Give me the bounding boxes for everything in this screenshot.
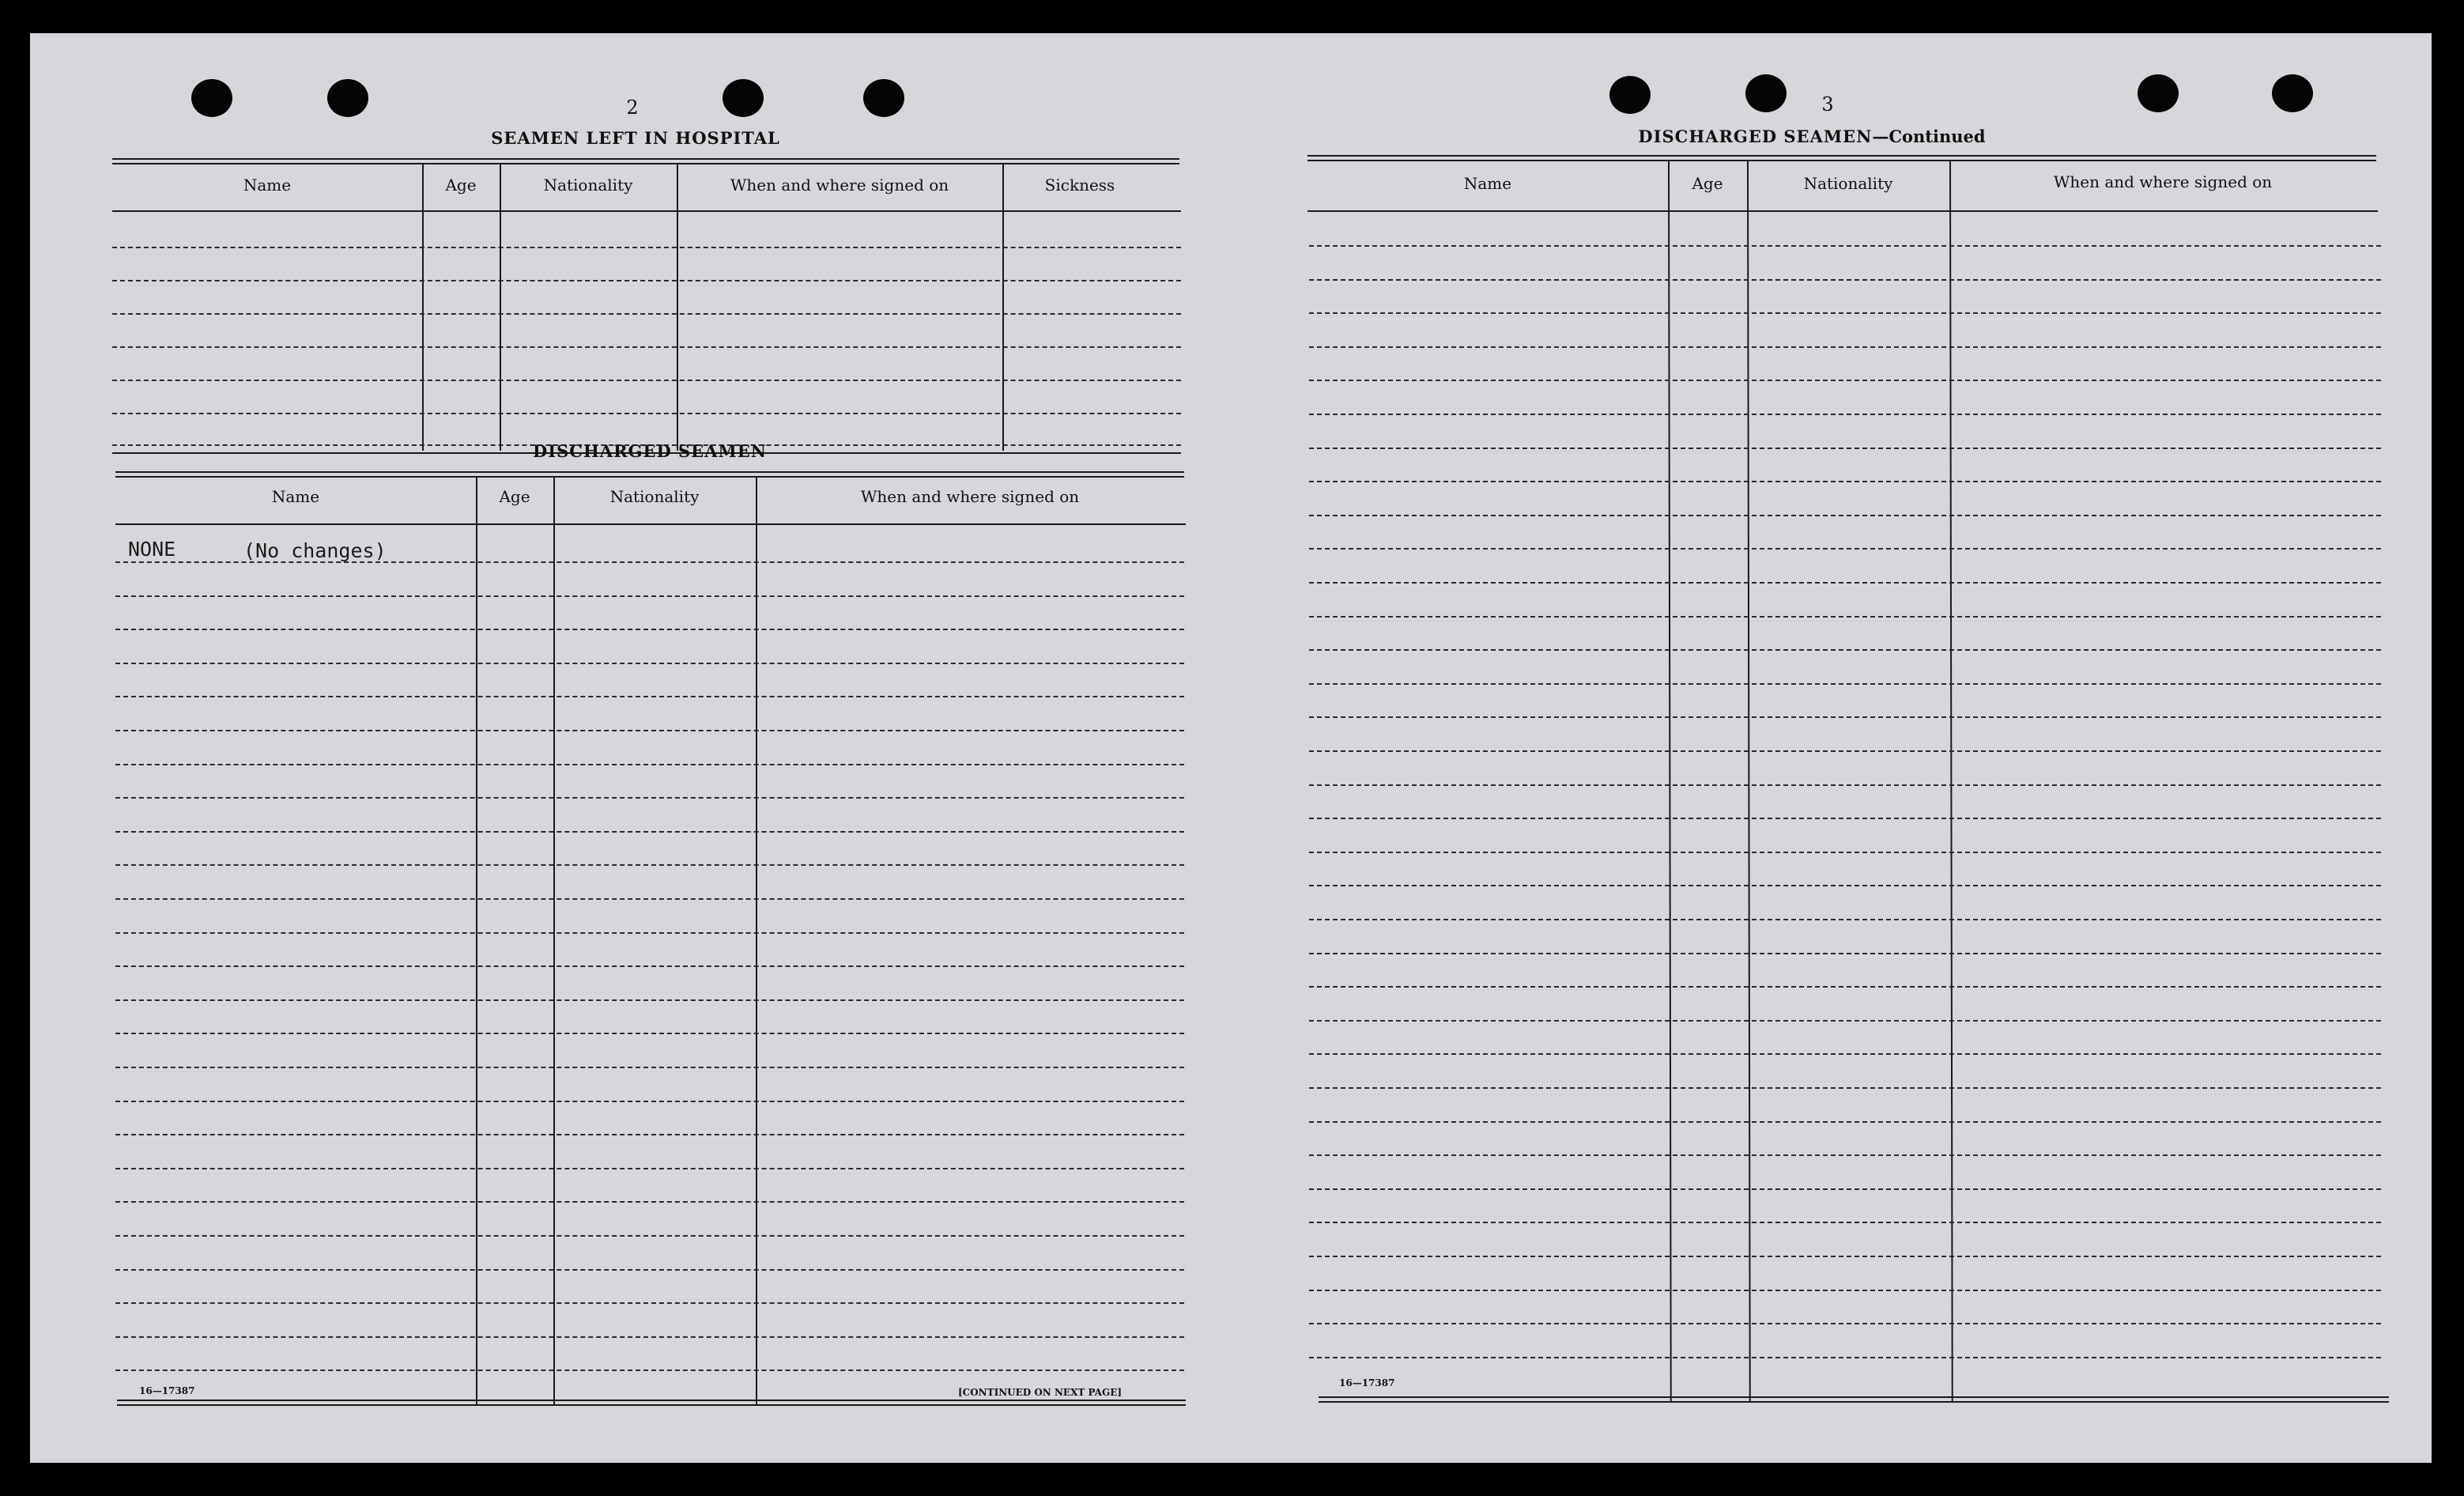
- entry-line: [115, 965, 1184, 967]
- entry-line: [115, 1134, 1184, 1135]
- discharged-continued-title: [1638, 127, 1985, 146]
- column-header-name: Name: [271, 487, 320, 506]
- entry-line: [115, 730, 1184, 731]
- entry-line: [1309, 716, 2381, 718]
- entry-line: [115, 797, 1184, 799]
- column-divider: [677, 163, 678, 451]
- punch-hole: [723, 79, 764, 117]
- entry-line: [112, 313, 1181, 315]
- column-header-nationality: Nationality: [1803, 174, 1893, 193]
- table-top-rule: [112, 158, 1179, 160]
- punch-hole: [1609, 76, 1651, 114]
- entry-line: [115, 595, 1184, 597]
- entry-line: [1309, 1020, 2381, 1022]
- punch-hole: [2138, 74, 2179, 112]
- discharged-section-title: DISCHARGED SEAMEN: [533, 441, 767, 461]
- entry-line: [1309, 1087, 2381, 1089]
- entry-line: [1309, 414, 2381, 415]
- page-number: 2: [626, 96, 639, 119]
- table-top-rule: [112, 163, 1179, 164]
- column-divider: [500, 163, 501, 451]
- entry-line: [115, 1201, 1184, 1203]
- entry-line: [115, 1033, 1184, 1034]
- entry-name-none: NONE: [128, 538, 176, 561]
- table-top-rule: [115, 471, 1184, 473]
- hospital-section-title: SEAMEN LEFT IN HOSPITAL: [491, 128, 780, 148]
- entry-line: [115, 864, 1184, 866]
- entry-line: [115, 764, 1184, 765]
- column-divider: [476, 476, 477, 1404]
- entry-line: [115, 1369, 1184, 1371]
- column-header-sickness: Sickness: [1044, 176, 1115, 195]
- entry-line: [115, 663, 1184, 664]
- entry-line: [1309, 380, 2381, 381]
- entry-line: [115, 629, 1184, 630]
- punch-hole: [2272, 74, 2313, 112]
- entry-line: [1309, 1154, 2381, 1156]
- entry-line: [1309, 312, 2381, 314]
- entry-line: [1309, 616, 2381, 618]
- entry-line: [115, 932, 1184, 934]
- entry-line: [1309, 818, 2381, 819]
- column-header-name: Name: [1463, 174, 1512, 193]
- column-header-age: Age: [445, 176, 477, 195]
- entry-line: [1309, 784, 2381, 786]
- entry-line: [1309, 582, 2381, 584]
- entry-line: [115, 1101, 1184, 1102]
- column-divider: [422, 163, 424, 451]
- table-top-rule: [1307, 160, 2376, 161]
- entry-line: [115, 999, 1184, 1001]
- punch-hole: [1745, 74, 1787, 112]
- entry-line: [1309, 986, 2381, 988]
- entry-line: [1309, 953, 2381, 954]
- entry-line: [1309, 245, 2381, 247]
- entry-line: [115, 1168, 1184, 1169]
- section-title-text: DISCHARGED SEAMEN: [1638, 127, 1873, 146]
- entry-line: [115, 696, 1184, 697]
- punch-hole: [191, 79, 232, 117]
- entry-line: [115, 1269, 1184, 1271]
- entry-line: [1309, 346, 2381, 348]
- header-bottom-rule: [115, 523, 1186, 525]
- entry-line: [115, 1235, 1184, 1237]
- form-number: 16—17387: [139, 1385, 195, 1396]
- entry-line: [115, 1067, 1184, 1068]
- column-header-age: Age: [499, 487, 530, 506]
- form-number: 16—17387: [1339, 1377, 1395, 1388]
- entry-line: [1309, 481, 2381, 482]
- entry-line: [1309, 1053, 2381, 1055]
- entry-line: [112, 280, 1181, 281]
- table-top-rule: [115, 476, 1184, 478]
- punch-hole: [863, 79, 904, 117]
- entry-line: [1309, 885, 2381, 886]
- column-header-name: Name: [243, 176, 292, 195]
- entry-line: [115, 561, 1184, 563]
- entry-line: [1309, 1121, 2381, 1123]
- column-header-nationality: Nationality: [609, 487, 700, 506]
- column-divider: [756, 476, 757, 1404]
- entry-line: [1309, 852, 2381, 853]
- entry-line: [115, 898, 1184, 900]
- continued-note: [CONTINUED ON NEXT PAGE]: [958, 1387, 1123, 1398]
- entry-line: [115, 831, 1184, 833]
- document-sheet: [30, 33, 2432, 1463]
- entry-line: [1309, 279, 2381, 281]
- entry-line: [1309, 1290, 2381, 1291]
- entry-line: [115, 1336, 1184, 1338]
- table-bottom-rule: [1319, 1396, 2389, 1398]
- entry-line: [112, 247, 1181, 248]
- punch-hole: [327, 79, 368, 117]
- entry-line: [112, 413, 1181, 414]
- entry-line: [1309, 1256, 2381, 1257]
- entry-line: [1309, 919, 2381, 920]
- entry-line: [1309, 683, 2381, 685]
- entry-line: [112, 346, 1181, 348]
- entry-line: [1309, 515, 2381, 516]
- entry-line: [1309, 448, 2381, 449]
- entry-line: [1309, 1357, 2381, 1358]
- entry-line: [1309, 1188, 2381, 1190]
- table-bottom-rule: [1319, 1401, 2389, 1403]
- header-bottom-rule: [112, 210, 1181, 212]
- table-bottom-rule: [117, 1400, 1186, 1401]
- entry-line: [1309, 750, 2381, 752]
- section-title-suffix: —Continued: [1872, 127, 1986, 146]
- entry-note-no-changes: (No changes): [243, 539, 387, 562]
- column-divider: [1002, 163, 1004, 451]
- table-bottom-rule: [117, 1404, 1186, 1406]
- column-header-age: Age: [1692, 174, 1723, 193]
- entry-line: [112, 380, 1181, 381]
- column-header-when-where: When and where signed on: [860, 487, 1080, 506]
- table-top-rule: [1307, 155, 2376, 157]
- entry-line: [1309, 1222, 2381, 1223]
- column-divider: [553, 476, 555, 1404]
- header-bottom-rule: [1307, 210, 2378, 212]
- entry-line: [1309, 1323, 2381, 1324]
- entry-line: [115, 1302, 1184, 1304]
- column-header-when-where: When and where signed on: [2053, 172, 2273, 191]
- page-number: 3: [1821, 93, 1834, 115]
- entry-line: [1309, 548, 2381, 550]
- entry-line: [1309, 649, 2381, 651]
- column-header-nationality: Nationality: [543, 176, 633, 195]
- column-header-when-where: When and where signed on: [730, 176, 949, 195]
